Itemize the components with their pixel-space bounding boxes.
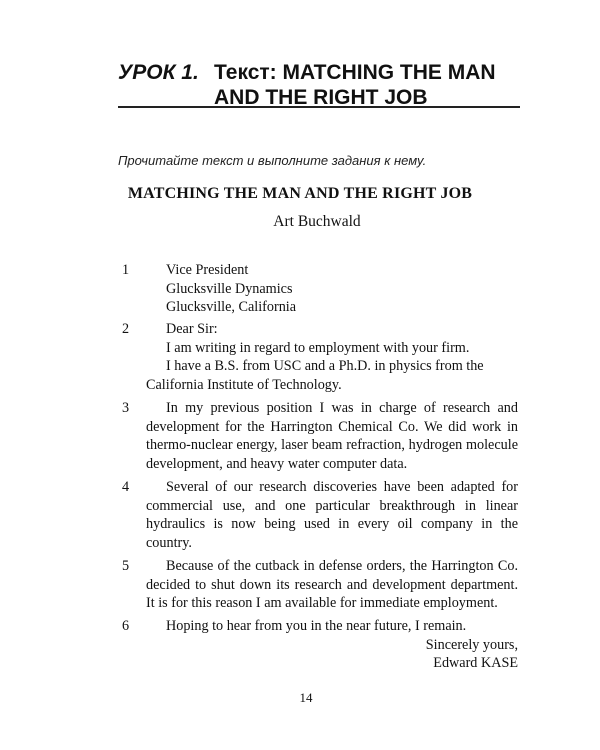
article-title: MATCHING THE MAN AND THE RIGHT JOB [127,185,473,202]
paragraph-line: I am writing in regard to employment with your firm. [166,339,470,356]
paragraph-number-4: 4 [122,479,130,495]
paragraph-line: Hoping to hear from you in the near future, I remain. [166,618,467,634]
signature-name: Edward KASE [433,655,518,671]
paragraph-line: decided to shut down its research and development department. [146,576,518,593]
paragraph-1 [166,261,296,317]
closing-line: Sincerely yours, [425,636,518,653]
paragraph-number-3: 3 [122,400,130,416]
paragraph-line: Because of the cutback in defense orders, the Harrington Co. [166,558,518,574]
paragraph-6 [146,617,518,673]
header-divider [118,106,520,108]
paragraph-line: Vice President [166,262,249,278]
paragraph-line: Glucksville, California [166,299,297,315]
paragraph-2 [146,320,518,394]
paragraph-line: I have a B.S. from USC and a Ph.D. in physics from the [166,358,484,374]
paragraph-line: In my previous position I was in charge of research and [166,400,518,416]
paragraph-number-2: 2 [122,321,130,337]
paragraph-line: commercial use, and one particular breakthrough in linear [146,497,518,514]
lesson-title-line1: Текст: MATCHING THE MAN [214,61,496,84]
paragraph-5 [146,557,518,613]
paragraph-number-5: 5 [122,558,130,574]
lesson-header [118,60,496,109]
paragraph-line: thermo-nuclear energy, laser beam refraction, hydrogen molecule [146,437,518,453]
paragraph-line: Glucksville Dynamics [166,280,293,297]
paragraph-line: Several of our research discoveries have been adapted for [166,479,518,495]
page-number: 14 [299,690,313,705]
paragraph-3 [146,399,518,473]
instruction-text: Прочитайте текст и выполните задания к нему. [118,153,427,168]
paragraph-number-6: 6 [122,618,130,634]
paragraph-line: California Institute of Technology. [146,376,342,393]
paragraph-line: hydraulics is now being used in every oil company in the [146,516,518,532]
paragraph-number-1: 1 [122,262,130,278]
paragraph-line: Dear Sir: [166,321,218,337]
paragraph-line: development for the Harrington Chemical Co. We did work in [146,418,518,435]
lesson-title-line2: AND THE RIGHT JOB [214,86,428,109]
paragraph-line: country. [146,534,192,551]
paragraph-4 [146,478,518,552]
paragraph-line: development, and heavy water computer data. [146,455,408,472]
paragraph-line: It is for this reason I am available for immediate employment. [146,595,498,611]
article-author: Art Buchwald [273,213,361,230]
lesson-label: УРОК 1. [118,61,199,84]
